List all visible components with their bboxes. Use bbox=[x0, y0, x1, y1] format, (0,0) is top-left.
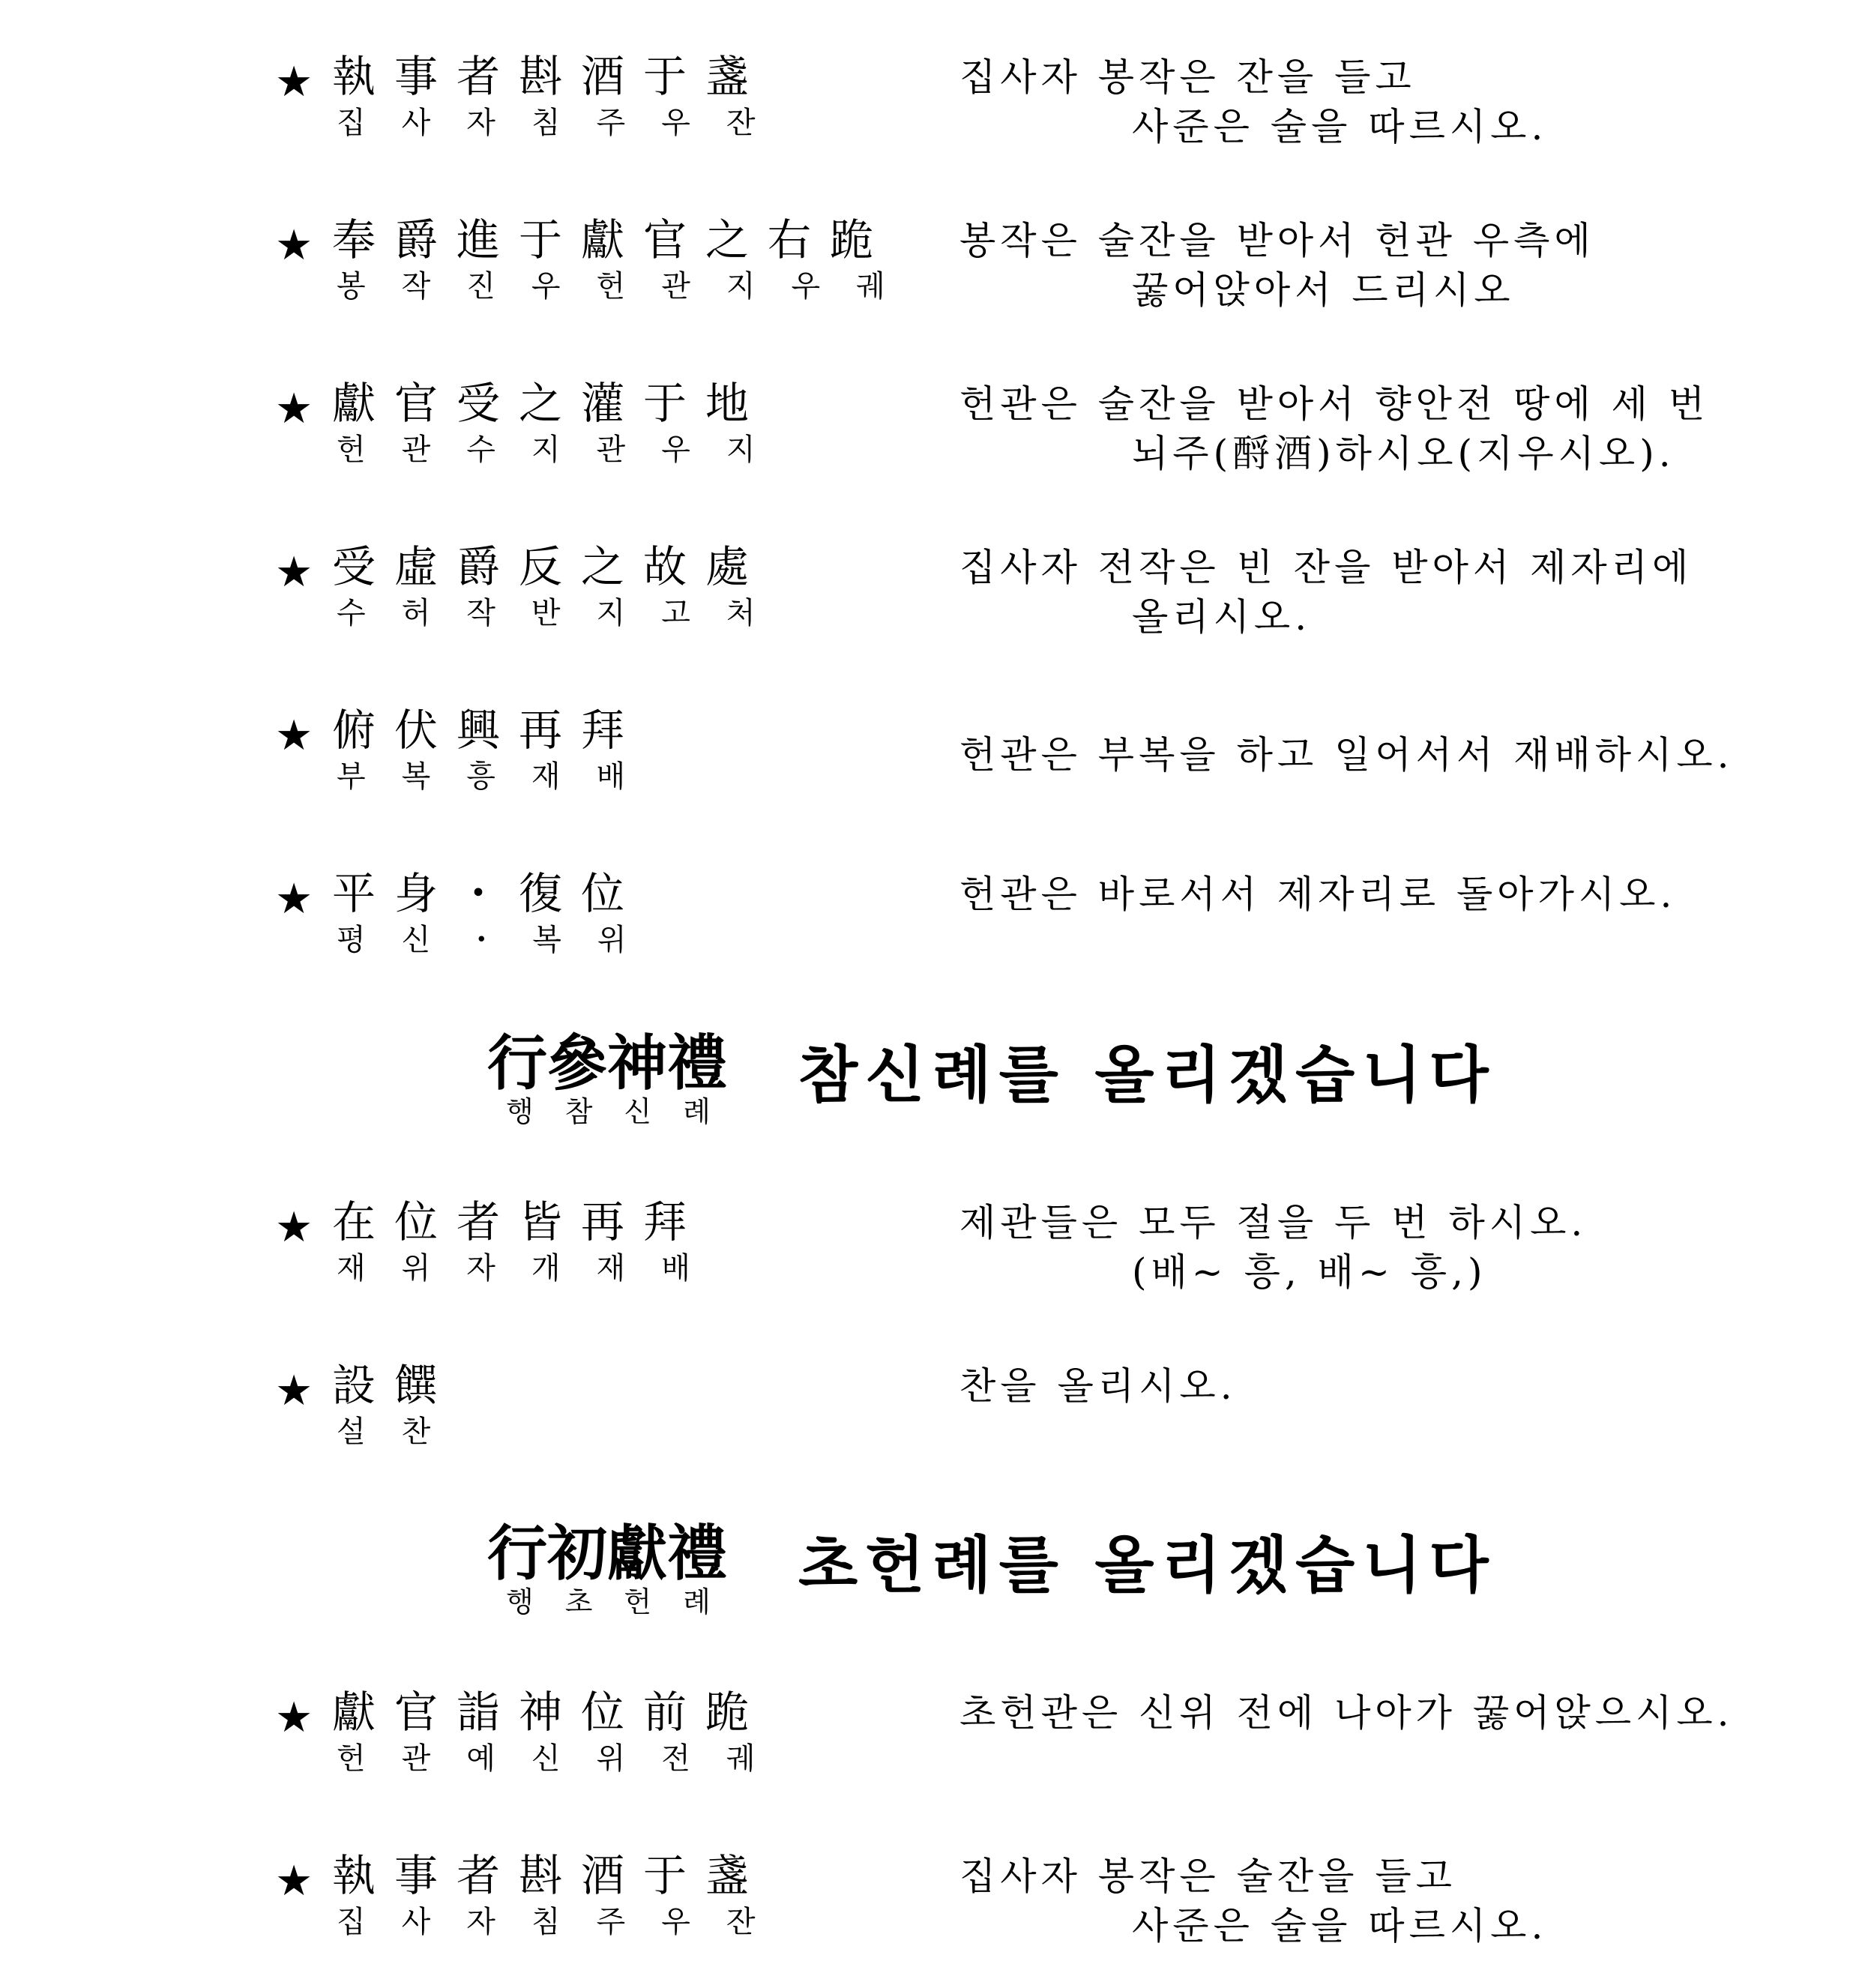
section-title: 초헌례를 올리겠습니다 bbox=[798, 1529, 1496, 1601]
star-icon: ★ bbox=[275, 385, 313, 433]
ritual-step bbox=[0, 210, 1859, 352]
step-hanja: 獻官受之灌于地 bbox=[332, 378, 768, 429]
step-reading: 헌관예신위전궤 bbox=[337, 1741, 792, 1776]
step-hanja: 設饌 bbox=[332, 1360, 457, 1411]
step-description-line2: 사준은 술을 따르시오. bbox=[1132, 1904, 1548, 1948]
step-description-line2: (배~ 흥, 배~ 흥,) bbox=[1132, 1250, 1487, 1294]
step-hanja: 俯伏興再拜 bbox=[332, 705, 644, 756]
step-reading: 헌관수지관우지 bbox=[337, 433, 792, 467]
step-description-line2: 사준은 술을 따르시오. bbox=[1132, 105, 1548, 148]
step-description: 헌관은 부복을 하고 일어서서 재배하시오. bbox=[959, 733, 1734, 777]
step-description: 찬을 올리시오. bbox=[959, 1364, 1237, 1408]
step-description-line2: 뇌주(酹酒)하시오(지우시오). bbox=[1132, 432, 1675, 475]
step-reading: 재위자개재배 bbox=[337, 1251, 726, 1286]
ritual-step bbox=[0, 700, 1859, 843]
star-icon: ★ bbox=[275, 875, 313, 924]
step-hanja: 執事者斟酒于盞 bbox=[332, 51, 768, 102]
step-hanja: 執事者斟酒于盞 bbox=[332, 1850, 768, 1901]
star-icon: ★ bbox=[275, 1367, 313, 1415]
step-reading: 평신・복위 bbox=[337, 923, 663, 957]
step-reading: 봉작진우헌관지우궤 bbox=[337, 269, 921, 304]
section-title: 참신례를 올리겠습니다 bbox=[798, 1039, 1496, 1111]
step-hanja: 奉爵進于獻官之右跪 bbox=[332, 214, 893, 265]
section-hanja: 行參神禮 bbox=[487, 1028, 727, 1098]
ritual-step bbox=[0, 537, 1859, 679]
step-hanja: 在位者皆再拜 bbox=[332, 1196, 706, 1247]
section-heading-chohonrye bbox=[0, 1517, 1859, 1637]
step-reading: 집사자침주우잔 bbox=[337, 1905, 792, 1939]
step-description-line1: 집사자 봉작은 잔을 들고 bbox=[959, 55, 1416, 99]
step-description: 초헌관은 신위 전에 나아가 꿇어앉으시오. bbox=[959, 1691, 1734, 1735]
star-icon: ★ bbox=[275, 58, 313, 106]
ritual-step bbox=[0, 864, 1859, 1006]
star-icon: ★ bbox=[275, 1203, 313, 1252]
step-reading: 설찬 bbox=[337, 1415, 467, 1449]
ritual-step bbox=[0, 373, 1859, 516]
step-description: 헌관은 바로서서 제자리로 돌아가시오. bbox=[959, 873, 1677, 916]
step-hanja: 受虛爵反之故處 bbox=[332, 541, 768, 592]
section-reading: 행초헌례 bbox=[506, 1585, 742, 1618]
ritual-step bbox=[0, 46, 1859, 189]
step-description-line1: 집사자 전작은 빈 잔을 받아서 제자리에 bbox=[959, 546, 1693, 589]
step-description-line2: 올리시오. bbox=[1132, 595, 1312, 639]
ritual-step bbox=[0, 1682, 1859, 1825]
step-reading: 집사자침주우잔 bbox=[337, 106, 792, 140]
star-icon: ★ bbox=[275, 221, 313, 270]
ritual-step bbox=[0, 1846, 1859, 1988]
ritual-step bbox=[0, 1355, 1859, 1498]
step-description-line2: 꿇어앉아서 드리시오 bbox=[1132, 268, 1515, 312]
step-reading: 부복흥재배 bbox=[337, 759, 662, 794]
step-reading: 수허작반지고처 bbox=[337, 596, 792, 630]
section-heading-chamsinrye bbox=[0, 1027, 1859, 1147]
star-icon: ★ bbox=[275, 711, 313, 760]
ritual-step bbox=[0, 1192, 1859, 1334]
step-description-line1: 봉작은 술잔을 받아서 헌관 우측에 bbox=[959, 219, 1595, 262]
step-description-line1: 집사자 봉작은 술잔을 들고 bbox=[959, 1855, 1456, 1898]
step-hanja: 獻官詣神位前跪 bbox=[332, 1687, 768, 1738]
star-icon: ★ bbox=[275, 548, 313, 597]
step-description-line1: 헌관은 술잔을 받아서 향안전 땅에 세 번 bbox=[959, 382, 1710, 426]
step-hanja: 平身・復位 bbox=[332, 868, 644, 919]
section-hanja: 行初獻禮 bbox=[487, 1518, 727, 1588]
step-description-line1: 제관들은 모두 절을 두 번 하시오. bbox=[959, 1201, 1588, 1244]
section-reading: 행참신례 bbox=[506, 1095, 742, 1128]
star-icon: ★ bbox=[275, 1693, 313, 1742]
star-icon: ★ bbox=[275, 1857, 313, 1906]
